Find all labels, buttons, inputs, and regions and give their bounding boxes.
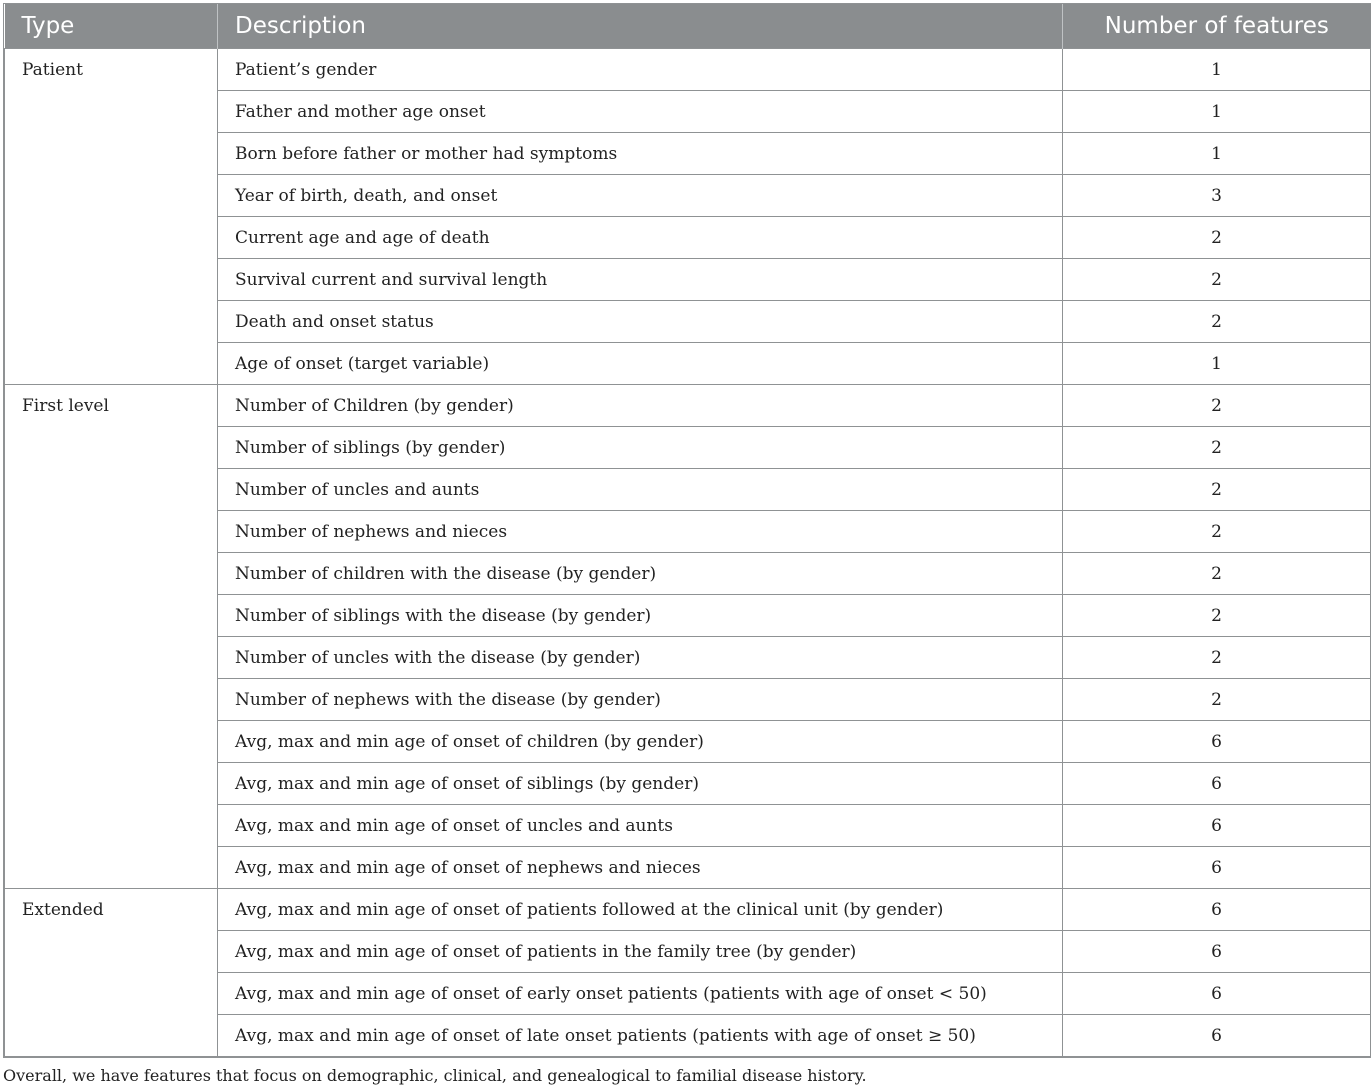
feature-count: 3 <box>1063 175 1371 217</box>
feature-count: 1 <box>1063 343 1371 385</box>
feature-count: 1 <box>1063 49 1371 91</box>
table-row <box>5 889 1371 931</box>
feature-count: 2 <box>1063 511 1371 553</box>
feature-count: 2 <box>1063 469 1371 511</box>
feature-description: Number of uncles and aunts <box>218 469 1063 511</box>
feature-description: Number of uncles with the disease (by gender) <box>218 637 1063 679</box>
feature-count: 2 <box>1063 595 1371 637</box>
feature-description: Patient’s gender <box>218 49 1063 91</box>
feature-count: 1 <box>1063 91 1371 133</box>
header-type: Type <box>5 4 218 49</box>
feature-description: Father and mother age onset <box>218 91 1063 133</box>
feature-count: 6 <box>1063 847 1371 889</box>
row-group-type: Extended <box>5 889 218 1057</box>
feature-description: Death and onset status <box>218 301 1063 343</box>
feature-description: Avg, max and min age of onset of patients in the family tree (by gender) <box>218 931 1063 973</box>
feature-description: Number of children with the disease (by gender) <box>218 553 1063 595</box>
feature-description: Year of birth, death, and onset <box>218 175 1063 217</box>
feature-description: Current age and age of death <box>218 217 1063 259</box>
feature-count: 6 <box>1063 889 1371 931</box>
header-description: Description <box>218 4 1063 49</box>
feature-count: 6 <box>1063 973 1371 1015</box>
header-number-of-features: Number of features <box>1063 4 1371 49</box>
feature-description: Avg, max and min age of onset of uncles and aunts <box>218 805 1063 847</box>
row-group-type: First level <box>5 385 218 889</box>
table-row <box>5 385 1371 427</box>
feature-description: Avg, max and min age of onset of patients followed at the clinical unit (by gender) <box>218 889 1063 931</box>
table-header-row <box>5 4 1371 49</box>
feature-description: Number of siblings with the disease (by gender) <box>218 595 1063 637</box>
feature-count: 1 <box>1063 133 1371 175</box>
feature-description: Number of nephews with the disease (by gender) <box>218 679 1063 721</box>
feature-description: Number of siblings (by gender) <box>218 427 1063 469</box>
feature-count: 6 <box>1063 763 1371 805</box>
table-row <box>5 49 1371 91</box>
feature-description: Avg, max and min age of onset of nephews and nieces <box>218 847 1063 889</box>
feature-count: 2 <box>1063 637 1371 679</box>
feature-description: Survival current and survival length <box>218 259 1063 301</box>
feature-description: Avg, max and min age of onset of late onset patients (patients with age of onset ≥ 50) <box>218 1015 1063 1057</box>
table-body <box>5 49 1371 1057</box>
feature-description: Number of nephews and nieces <box>218 511 1063 553</box>
feature-description: Avg, max and min age of onset of siblings (by gender) <box>218 763 1063 805</box>
feature-description: Number of Children (by gender) <box>218 385 1063 427</box>
row-group-type: Patient <box>5 49 218 385</box>
feature-count: 6 <box>1063 721 1371 763</box>
feature-count: 6 <box>1063 1015 1371 1057</box>
features-table-container <box>3 3 1371 1058</box>
feature-description: Age of onset (target variable) <box>218 343 1063 385</box>
feature-count: 2 <box>1063 553 1371 595</box>
table-footnote: Overall, we have features that focus on demographic, clinical, and genealogical to familial disease history. <box>3 1066 867 1085</box>
feature-count: 2 <box>1063 385 1371 427</box>
feature-count: 2 <box>1063 427 1371 469</box>
feature-count: 2 <box>1063 259 1371 301</box>
feature-count: 6 <box>1063 931 1371 973</box>
features-table <box>4 4 1371 1057</box>
feature-count: 2 <box>1063 301 1371 343</box>
feature-description: Born before father or mother had symptoms <box>218 133 1063 175</box>
feature-count: 2 <box>1063 217 1371 259</box>
feature-count: 2 <box>1063 679 1371 721</box>
feature-description: Avg, max and min age of onset of early onset patients (patients with age of onset < 50) <box>218 973 1063 1015</box>
feature-count: 6 <box>1063 805 1371 847</box>
feature-description: Avg, max and min age of onset of children (by gender) <box>218 721 1063 763</box>
